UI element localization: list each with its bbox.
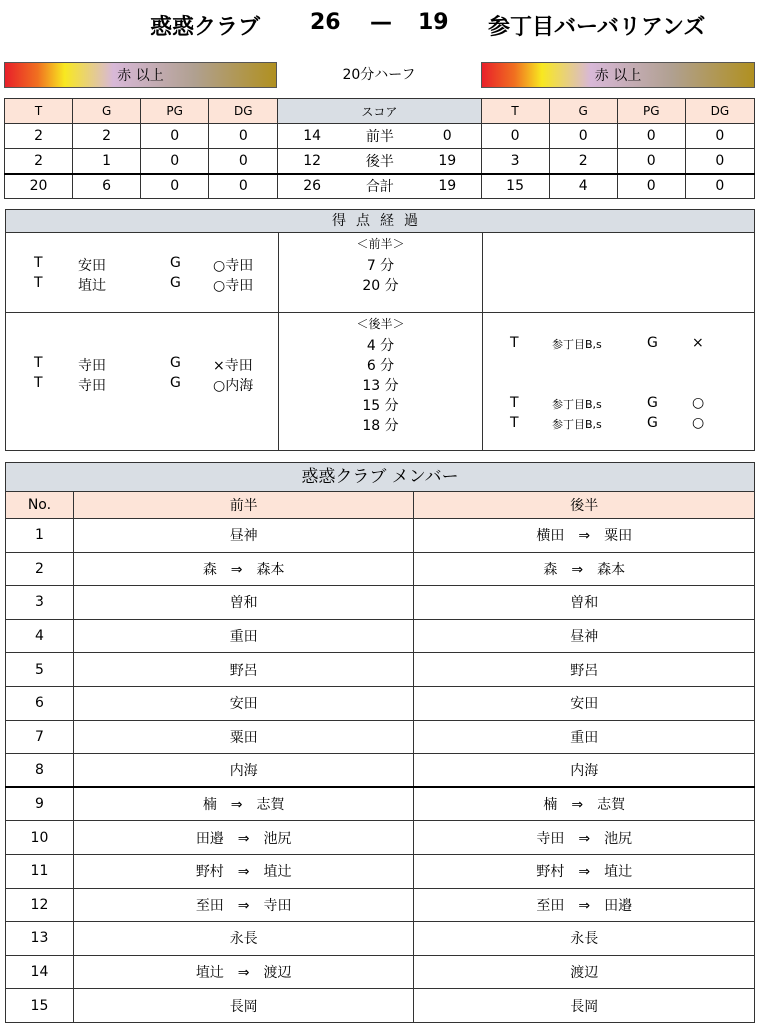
away-points: 0 — [414, 124, 481, 149]
event-player: 参丁目B,s — [552, 338, 602, 351]
score-cell: 2 — [5, 149, 73, 174]
member-first-half: 重田 — [73, 619, 414, 653]
header-cell: PG — [141, 99, 209, 124]
member-second-half: 永長 — [414, 922, 755, 956]
event-conversion: G — [647, 395, 658, 411]
score-table — [4, 98, 755, 199]
score-cell: 0 — [617, 124, 685, 149]
period-label: 後半 — [346, 149, 414, 174]
member-first-half: 田邉 ⇒ 池尻 — [73, 821, 414, 855]
score-cell: 0 — [141, 124, 209, 149]
header-cell-score: スコア — [278, 99, 481, 124]
header-cell: 前半 — [73, 492, 414, 519]
home-team-name: 惑惑クラブ — [150, 15, 261, 40]
event-result: ○ — [692, 395, 705, 411]
member-first-half: 野村 ⇒ 埴辻 — [73, 854, 414, 888]
event-time: 20 分 — [362, 278, 399, 294]
event-result: ×寺田 — [213, 358, 253, 374]
member-row — [6, 619, 755, 653]
member-row — [6, 754, 755, 788]
member-row — [6, 854, 755, 888]
score-cell: 0 — [549, 124, 617, 149]
score-row-second-half — [5, 149, 755, 174]
header-cell: 後半 — [414, 492, 755, 519]
member-no: 7 — [6, 720, 74, 754]
event-player: 参丁目B,s — [552, 418, 602, 431]
member-second-half: 重田 — [414, 720, 755, 754]
home-jersey-bar: 赤 以上 — [4, 62, 277, 88]
scoring-progress-title: 得点経過 — [6, 210, 754, 233]
event-time: 6 分 — [366, 358, 395, 374]
scoring-progress-panel — [5, 209, 755, 451]
member-first-half: 曽和 — [73, 586, 414, 620]
event-result: × — [692, 335, 704, 351]
member-row — [6, 519, 755, 553]
home-score: 26 — [310, 10, 341, 35]
score-cell: 0 — [481, 124, 549, 149]
member-row — [6, 720, 755, 754]
divider — [482, 232, 483, 450]
away-points: 19 — [414, 174, 481, 199]
event-time: 18 分 — [362, 418, 399, 434]
member-second-half: 野村 ⇒ 埴辻 — [414, 854, 755, 888]
member-first-half: 至田 ⇒ 寺田 — [73, 888, 414, 922]
event-time: 15 分 — [362, 398, 399, 414]
event-conversion: G — [170, 375, 181, 391]
member-no: 2 — [6, 552, 74, 586]
event-result: ○ — [692, 415, 705, 431]
member-first-half: 内海 — [73, 754, 414, 788]
score-cell: 0 — [617, 174, 685, 199]
event-conversion: G — [647, 335, 658, 351]
score-row-total — [5, 174, 755, 199]
period-label: 前半 — [346, 124, 414, 149]
header-cell: DG — [209, 99, 278, 124]
member-first-half: 昼神 — [73, 519, 414, 553]
event-type: T — [510, 415, 519, 431]
member-second-half: 安田 — [414, 686, 755, 720]
home-points: 12 — [278, 149, 346, 174]
member-first-half: 楠 ⇒ 志賀 — [73, 787, 414, 821]
member-no: 5 — [6, 653, 74, 687]
member-row — [6, 989, 755, 1023]
event-type: T — [34, 275, 43, 291]
score-cell: 0 — [685, 124, 754, 149]
event-conversion: G — [170, 255, 181, 271]
event-time: 4 分 — [366, 338, 395, 354]
event-result: ○寺田 — [213, 278, 254, 294]
members-header-row — [6, 492, 755, 519]
score-cell: 20 — [5, 174, 73, 199]
event-type: T — [34, 255, 43, 271]
event-player: 寺田 — [78, 378, 106, 394]
event-time: 13 分 — [362, 378, 399, 394]
member-first-half: 森 ⇒ 森本 — [73, 552, 414, 586]
score-header-row — [5, 99, 755, 124]
header-cell: T — [5, 99, 73, 124]
member-row — [6, 586, 755, 620]
member-first-half: 長岡 — [73, 989, 414, 1023]
score-cell: 2 — [5, 124, 73, 149]
score-row-first-half — [5, 124, 755, 149]
score-cell: 0 — [617, 149, 685, 174]
event-type: T — [510, 335, 519, 351]
away-score: 19 — [418, 10, 449, 35]
member-row — [6, 787, 755, 821]
score-separator: — — [370, 10, 392, 35]
score-cell: 0 — [141, 174, 209, 199]
event-type: T — [510, 395, 519, 411]
member-no: 15 — [6, 989, 74, 1023]
score-cell: 1 — [73, 149, 141, 174]
member-second-half: 渡辺 — [414, 955, 755, 989]
score-cell: 6 — [73, 174, 141, 199]
event-type: T — [34, 355, 43, 371]
member-row — [6, 955, 755, 989]
score-cell: 0 — [209, 174, 278, 199]
member-first-half: 安田 — [73, 686, 414, 720]
score-cell: 3 — [481, 149, 549, 174]
member-row — [6, 686, 755, 720]
member-no: 4 — [6, 619, 74, 653]
member-second-half: 横田 ⇒ 粟田 — [414, 519, 755, 553]
score-cell: 0 — [685, 149, 754, 174]
event-player: 寺田 — [78, 358, 106, 374]
event-player: 安田 — [78, 258, 106, 274]
member-first-half: 野呂 — [73, 653, 414, 687]
member-row — [6, 653, 755, 687]
member-second-half: 楠 ⇒ 志賀 — [414, 787, 755, 821]
event-player: 参丁目B,s — [552, 398, 602, 411]
members-title: 惑惑クラブ メンバー — [5, 462, 755, 492]
member-first-half: 粟田 — [73, 720, 414, 754]
score-cell: 0 — [209, 124, 278, 149]
member-first-half: 埴辻 ⇒ 渡辺 — [73, 955, 414, 989]
score-cell: 0 — [209, 149, 278, 174]
member-no: 1 — [6, 519, 74, 553]
event-type: T — [34, 375, 43, 391]
member-no: 9 — [6, 787, 74, 821]
member-no: 10 — [6, 821, 74, 855]
score-cell: 0 — [141, 149, 209, 174]
match-format: 20分ハーフ — [342, 67, 416, 83]
header-cell: No. — [6, 492, 74, 519]
away-jersey-bar: 赤 以上 — [481, 62, 755, 88]
member-second-half: 内海 — [414, 754, 755, 788]
header-cell: PG — [617, 99, 685, 124]
second-half-label: ＜後半＞ — [356, 317, 405, 331]
home-points: 26 — [278, 174, 346, 199]
member-row — [6, 552, 755, 586]
event-player: 埴辻 — [78, 278, 106, 294]
header-cell: G — [73, 99, 141, 124]
event-conversion: G — [647, 415, 658, 431]
event-conversion: G — [170, 275, 181, 291]
member-no: 6 — [6, 686, 74, 720]
member-no: 3 — [6, 586, 74, 620]
member-second-half: 森 ⇒ 森本 — [414, 552, 755, 586]
score-cell: 15 — [481, 174, 549, 199]
event-conversion: G — [170, 355, 181, 371]
event-time: 7 分 — [366, 258, 395, 274]
member-no: 14 — [6, 955, 74, 989]
member-row — [6, 888, 755, 922]
divider — [6, 312, 754, 313]
member-second-half: 野呂 — [414, 653, 755, 687]
event-result: ○内海 — [213, 378, 254, 394]
period-label: 合計 — [346, 174, 414, 199]
member-second-half: 昼神 — [414, 619, 755, 653]
member-row — [6, 922, 755, 956]
score-cell: 0 — [685, 174, 754, 199]
member-no: 11 — [6, 854, 74, 888]
header-cell: DG — [685, 99, 754, 124]
score-cell: 2 — [549, 149, 617, 174]
member-no: 12 — [6, 888, 74, 922]
score-cell: 2 — [73, 124, 141, 149]
member-second-half: 至田 ⇒ 田邉 — [414, 888, 755, 922]
away-team-name: 参丁目バーバリアンズ — [488, 15, 706, 40]
member-second-half: 曽和 — [414, 586, 755, 620]
header-cell: T — [481, 99, 549, 124]
member-no: 13 — [6, 922, 74, 956]
member-second-half: 寺田 ⇒ 池尻 — [414, 821, 755, 855]
away-points: 19 — [414, 149, 481, 174]
header-cell: G — [549, 99, 617, 124]
member-no: 8 — [6, 754, 74, 788]
first-half-label: ＜前半＞ — [356, 237, 405, 251]
home-points: 14 — [278, 124, 346, 149]
member-first-half: 永長 — [73, 922, 414, 956]
member-row — [6, 821, 755, 855]
score-cell: 4 — [549, 174, 617, 199]
member-second-half: 長岡 — [414, 989, 755, 1023]
event-result: ○寺田 — [213, 258, 254, 274]
members-table — [5, 491, 755, 1023]
